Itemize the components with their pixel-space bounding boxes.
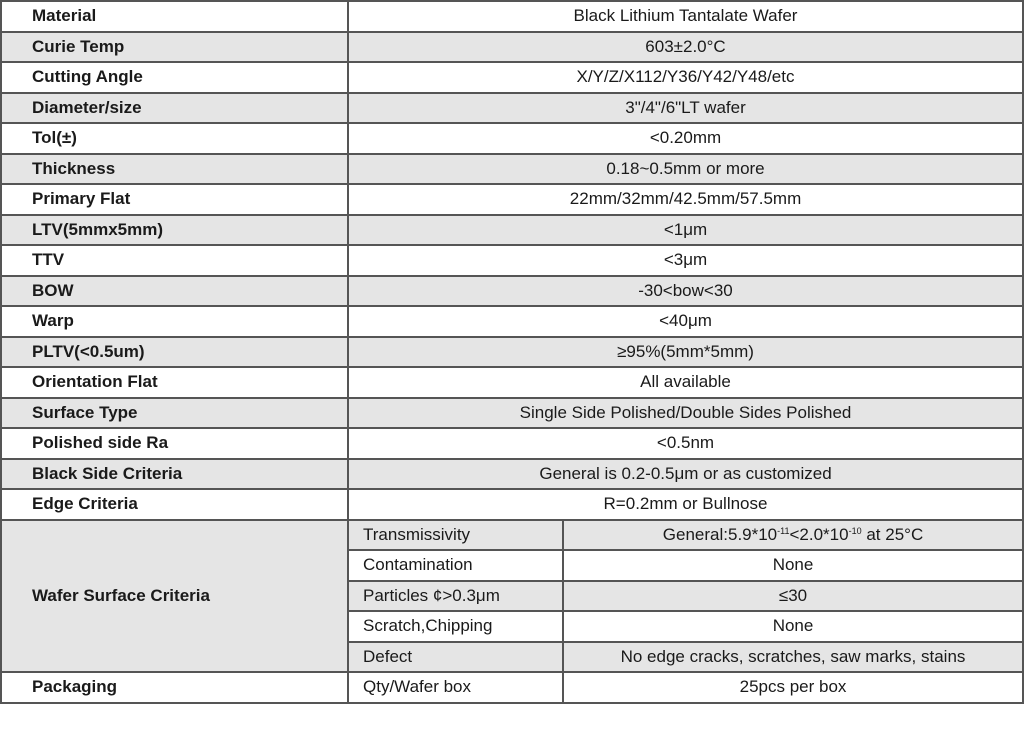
table-row [1,398,1023,429]
table-row [1,154,1023,185]
row-value-surface-type: Single Side Polished/Double Sides Polished [348,398,1023,429]
row-label-thickness: Thickness [1,154,348,185]
sub-label-transmissivity: Transmissivity [348,520,563,551]
row-label-black-side-criteria: Black Side Criteria [1,459,348,490]
row-value-material: Black Lithium Tantalate Wafer [348,1,1023,32]
row-value-ttv: <3μm [348,245,1023,276]
row-value-pltv: ≥95%(5mm*5mm) [348,337,1023,368]
table-row [1,337,1023,368]
table-row [1,93,1023,124]
sub-value-particles: ≤30 [563,581,1023,612]
row-label-warp: Warp [1,306,348,337]
transmissivity-exponent-1: -11 [777,525,790,536]
sub-value-qty-wafer-box: 25pcs per box [563,672,1023,703]
table-row [1,215,1023,246]
table-row [1,1,1023,32]
row-label-surface-type: Surface Type [1,398,348,429]
row-label-edge-criteria: Edge Criteria [1,489,348,520]
row-value-warp: <40μm [348,306,1023,337]
sub-value-contamination: None [563,550,1023,581]
row-value-orientation-flat: All available [348,367,1023,398]
row-label-primary-flat: Primary Flat [1,184,348,215]
table-row [1,520,1023,551]
transmissivity-prefix: General:5.9*10 [662,524,778,544]
row-value-edge-criteria: R=0.2mm or Bullnose [348,489,1023,520]
table-row [1,489,1023,520]
table-row [1,367,1023,398]
row-value-diameter-size: 3"/4"/6"LT wafer [348,93,1023,124]
transmissivity-suffix: at 25°C [861,524,924,544]
sub-label-qty-wafer-box: Qty/Wafer box [348,672,563,703]
table-row [1,306,1023,337]
row-label-ttv: TTV [1,245,348,276]
table-row [1,245,1023,276]
table-row [1,62,1023,93]
row-label-packaging: Packaging [1,672,348,703]
row-label-polished-side-ra: Polished side Ra [1,428,348,459]
table-row [1,459,1023,490]
row-value-cutting-angle: X/Y/Z/X112/Y36/Y42/Y48/etc [348,62,1023,93]
row-label-wafer-surface-criteria: Wafer Surface Criteria [1,520,348,673]
row-label-ltv: LTV(5mmx5mm) [1,215,348,246]
transmissivity-exponent-2: -10 [848,525,862,536]
transmissivity-mid: <2.0*10 [789,524,849,544]
row-value-ltv: <1μm [348,215,1023,246]
row-value-thickness: 0.18~0.5mm or more [348,154,1023,185]
row-label-pltv: PLTV(<0.5um) [1,337,348,368]
row-value-black-side-criteria: General is 0.2-0.5μm or as customized [348,459,1023,490]
row-label-cutting-angle: Cutting Angle [1,62,348,93]
sub-label-contamination: Contamination [348,550,563,581]
row-value-bow: -30<bow<30 [348,276,1023,307]
row-label-curie-temp: Curie Temp [1,32,348,63]
table-row [1,428,1023,459]
sub-label-particles: Particles ¢>0.3μm [348,581,563,612]
row-value-polished-side-ra: <0.5nm [348,428,1023,459]
row-label-diameter-size: Diameter/size [1,93,348,124]
table-row [1,32,1023,63]
row-label-orientation-flat: Orientation Flat [1,367,348,398]
row-value-tolerance: <0.20mm [348,123,1023,154]
sub-label-defect: Defect [348,642,563,673]
table-row [1,276,1023,307]
table-row [1,672,1023,703]
sub-value-defect: No edge cracks, scratches, saw marks, stains [563,642,1023,673]
sub-label-scratch-chipping: Scratch,Chipping [348,611,563,642]
table-row [1,123,1023,154]
sub-value-scratch-chipping: None [563,611,1023,642]
row-value-curie-temp: 603±2.0°C [348,32,1023,63]
row-label-bow: BOW [1,276,348,307]
table-row [1,184,1023,215]
row-label-tolerance: Tol(±) [1,123,348,154]
row-value-primary-flat: 22mm/32mm/42.5mm/57.5mm [348,184,1023,215]
sub-value-transmissivity [563,520,1023,551]
row-label-material: Material [1,1,348,32]
